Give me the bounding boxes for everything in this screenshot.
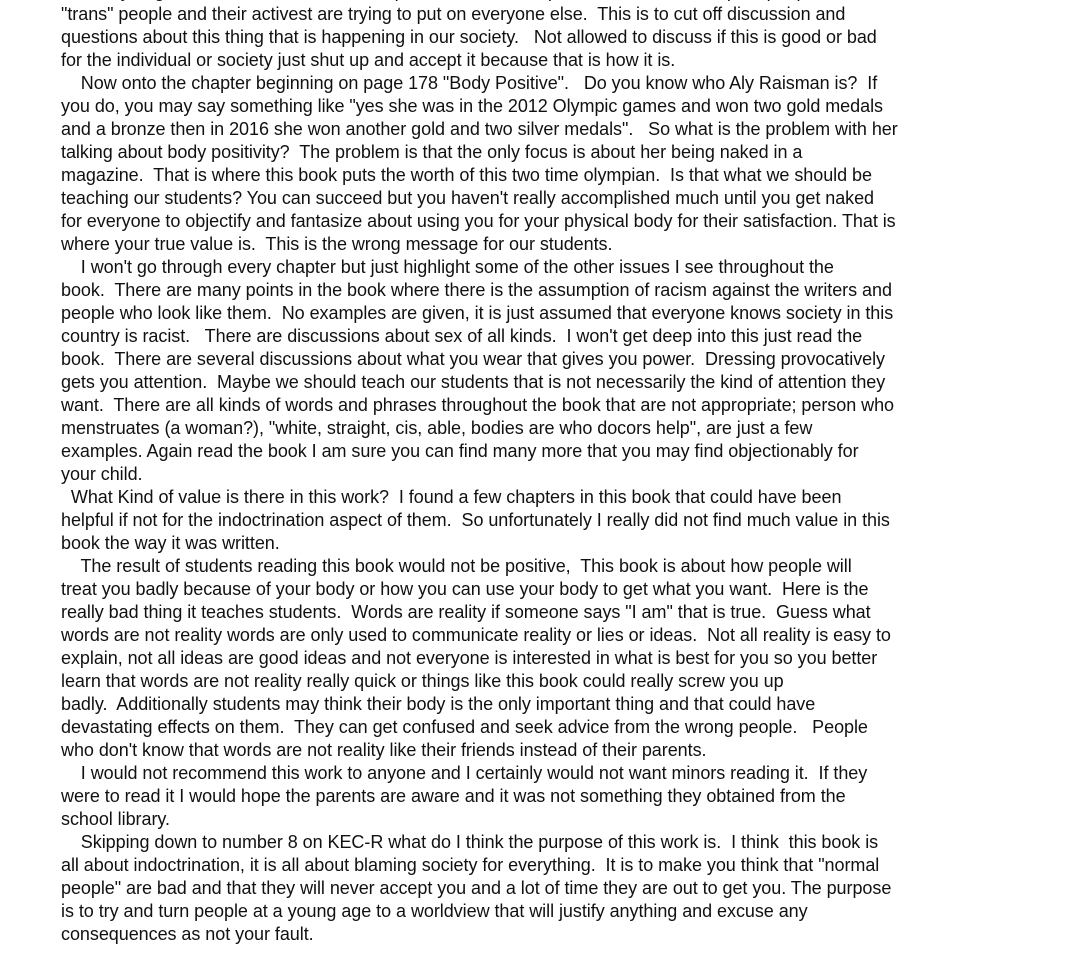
text-line: were to read it I would hope the parents are aware and it was not something they obtained from the [61, 786, 846, 806]
text-line: questions about this thing that is happening in our society. Not allowed to discuss if this is good or bad [61, 27, 877, 47]
text-line: menstruates (a woman?), "white, straight, cis, able, bodies are who docors help", are just a few [61, 418, 813, 438]
text-line: all about indoctrination, it is all about blaming society for everything. It is to make you think that "normal [61, 855, 880, 875]
text-line: is to try and turn people at a young age to a worldview that will justify anything and excuse any [61, 901, 808, 921]
text-line: you do, you may say something like "yes she was in the 2012 Olympic games and won two gold medals [61, 96, 883, 116]
text-line: I won't go through every chapter but just highlight some of the other issues I see throughout the [61, 257, 834, 277]
text-line: badly. Additionally students may think their body is the only important thing and that could have [61, 694, 816, 714]
text-line: helpful if not for the indoctrination aspect of them. So unfortunately I really did not find much value in this [61, 510, 890, 530]
document-body [61, 0, 1061, 946]
text-line: magazine. That is where this book puts the worth of this two time olympian. Is that what we should be [61, 165, 872, 185]
text-line: The result of students reading this book would not be positive, This book is about how people will [61, 556, 852, 576]
text-line: gets you attention. Maybe we should teach our students that is not necessarily the kind of attention they [61, 372, 886, 392]
text-line: for the individual or society just shut up and accept it because that is how it is. [61, 50, 676, 70]
text-line: and a bronze then in 2016 she won another gold and two silver medals". So what is the problem with her [61, 119, 898, 139]
text-line: for everyone to objectify and fantasize about using you for your physical body for their satisfaction. That is [61, 211, 896, 231]
text-line: book. There are many points in the book where there is the assumption of racism against the writers and [61, 280, 892, 300]
text-line: country is racist. There are discussions about sex of all kinds. I won't get deep into this just read the [61, 326, 863, 346]
text-line: Skipping down to number 8 on KEC-R what do I think the purpose of this work is. I think this book is [61, 832, 879, 852]
text-line: consequences as not your fault. [61, 924, 314, 944]
text-line: people" are bad and that they will never accept you and a lot of time they are out to get you. The purpose [61, 878, 892, 898]
text-line: explain, not all ideas are good ideas and not everyone is interested in what is best for you so you better [61, 648, 878, 668]
text-line: where your true value is. This is the wrong message for our students. [61, 234, 613, 254]
text-line: school library. [61, 809, 170, 829]
text-line: want. There are all kinds of words and phrases throughout the book that are not appropriate; person who [61, 395, 894, 415]
text-line: What Kind of value is there in this work? I found a few chapters in this book that could have been [61, 487, 842, 507]
text-line: I would not recommend this work to anyone and I certainly would not want minors reading it. If they [61, 763, 868, 783]
text-line: devastating effects on them. They can get confused and seek advice from the wrong people. People [61, 717, 868, 737]
text-line: learn that words are not reality really quick or things like this book could really screw you up [61, 671, 784, 691]
text-line: book the way it was written. [61, 533, 280, 553]
text-line: examples. Again read the book I am sure you can find many more that you may find objectionably for [61, 441, 859, 461]
text-line: treat you badly because of your body or how you can use your body to get what you want. Here is the [61, 579, 869, 599]
text-line: really bad thing it teaches students. Words are reality if someone says "I am" that is true. Guess what [61, 602, 871, 622]
text-line: words are not reality words are only used to communicate reality or lies or ideas. Not all reality is easy to [61, 625, 891, 645]
text-line: talking about body positivity? The problem is that the only focus is about her being naked in a [61, 142, 803, 162]
text-line: your child. [61, 464, 143, 484]
text-line: "trans" people and their activest are trying to put on everyone else. This is to cut off discussion and [61, 4, 846, 24]
text-line: teaching our students? You can succeed but you haven't really accomplished much until you get naked [61, 188, 875, 208]
text-line: book. There are several discussions about what you wear that gives you power. Dressing provocatively [61, 349, 885, 369]
text-line: Now onto the chapter beginning on page 178 "Body Positive". Do you know who Aly Raisman is? If [61, 73, 878, 93]
text-line: people who look like them. No examples are given, it is just assumed that everyone knows society in this [61, 303, 894, 323]
text-line: who don't know that words are not reality like their friends instead of their parents. [61, 740, 707, 760]
